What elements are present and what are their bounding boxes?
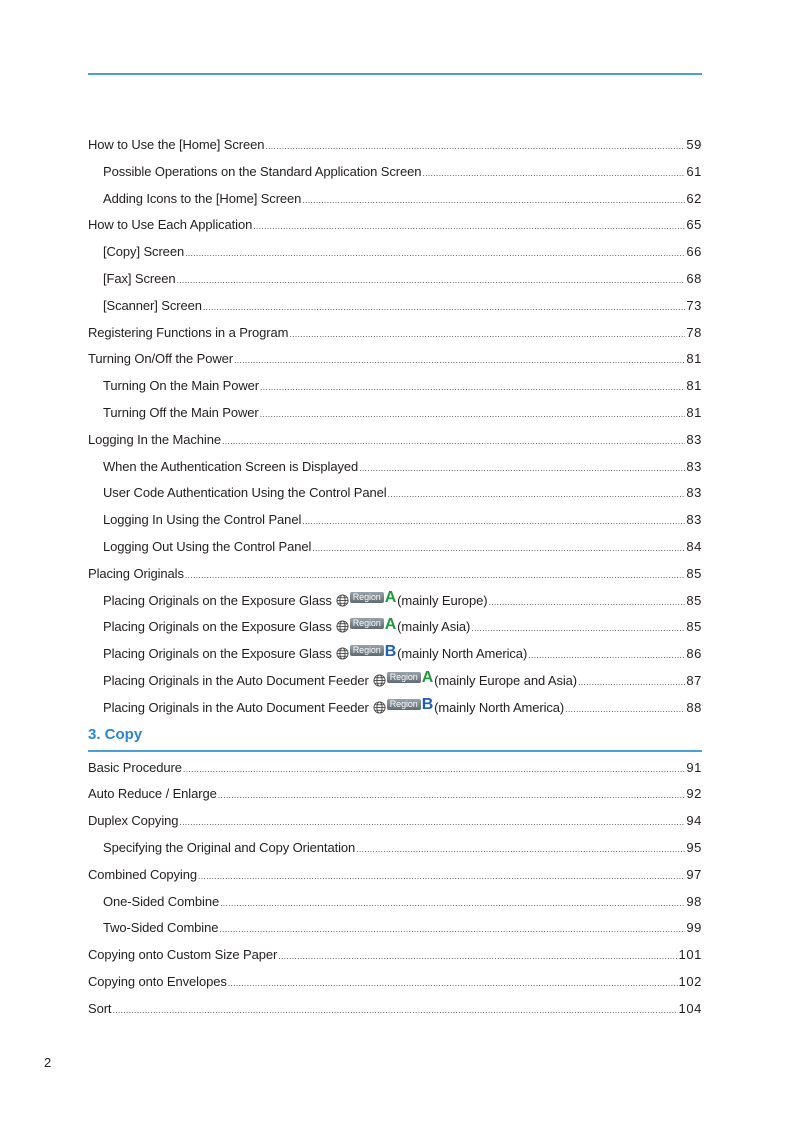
toc-entry-page: 91 [686, 759, 702, 775]
region-suffix: (mainly Europe) [397, 592, 488, 608]
region-badge [373, 670, 433, 686]
toc-entry-page: 86 [686, 646, 702, 662]
dot-leader [179, 809, 685, 836]
toc-entry-title [103, 159, 421, 186]
dot-leader [312, 535, 685, 562]
region-letter: A [421, 669, 434, 687]
toc-entry-title [103, 588, 487, 615]
toc-entry-title [103, 534, 311, 561]
toc-entry-title [88, 996, 111, 1023]
toc-entry-title-text: Basic Procedure [88, 759, 182, 775]
toc-entry-title-text: Placing Originals on the Exposure Glass [103, 619, 332, 635]
toc-entry-title [88, 862, 197, 889]
toc-entry-page: 87 [686, 672, 702, 688]
toc-entry[interactable] [88, 668, 702, 695]
dot-leader [289, 321, 685, 348]
region-badge [336, 644, 396, 660]
dot-leader [112, 997, 677, 1024]
page-number: 2 [44, 1055, 52, 1070]
dot-leader [203, 294, 685, 321]
dot-leader [185, 562, 685, 589]
toc-entry-title [88, 781, 217, 808]
table-of-contents [88, 132, 702, 1023]
toc-entry[interactable] [88, 186, 702, 213]
toc-entry[interactable] [88, 755, 702, 782]
dot-leader [471, 615, 685, 642]
toc-entry-title [88, 561, 184, 588]
toc-entry-title-text: [Scanner] Screen [103, 297, 202, 313]
toc-entry-title [88, 346, 233, 373]
toc-entry[interactable] [88, 132, 702, 159]
toc-entry-page: 66 [686, 244, 702, 260]
toc-entry[interactable] [88, 835, 702, 862]
toc-entry-page: 65 [686, 217, 702, 233]
toc-entry[interactable] [88, 212, 702, 239]
dot-leader [253, 213, 685, 240]
dot-leader [265, 133, 685, 160]
dot-leader [177, 267, 686, 294]
toc-entry-title [103, 889, 219, 916]
toc-entry[interactable] [88, 480, 702, 507]
dot-leader [422, 160, 685, 187]
toc-entry-title [103, 915, 218, 942]
toc-entry-title [103, 239, 184, 266]
dot-leader [234, 347, 685, 374]
toc-entry-page: 92 [686, 786, 702, 802]
region-badge [373, 697, 433, 713]
region-suffix: (mainly Asia) [397, 619, 471, 635]
toc-entry[interactable] [88, 808, 702, 835]
toc-entry-title [103, 186, 301, 213]
toc-entry-title [88, 969, 227, 996]
toc-entry-title-text: How to Use the [Home] Screen [88, 137, 265, 152]
toc-entry-page: 104 [678, 1000, 702, 1016]
toc-entry-title-text: Logging Out Using the Control Panel [103, 538, 312, 554]
region-suffix: (mainly North America) [397, 646, 528, 662]
toc-entry-title [88, 320, 288, 347]
toc-entry-title-text: Combined Copying [88, 866, 197, 882]
region-letter: A [384, 589, 397, 607]
toc-entry-page: 78 [686, 324, 702, 340]
toc-entry[interactable] [88, 862, 702, 889]
toc-entry-title [103, 641, 527, 668]
toc-entry[interactable] [88, 641, 702, 668]
toc-entry-title-text: Adding Icons to the [Home] Screen [103, 190, 302, 206]
toc-entry[interactable] [88, 239, 702, 266]
toc-entry[interactable] [88, 781, 702, 808]
toc-entry[interactable] [88, 889, 702, 916]
toc-entry-title-text: Copying onto Envelopes [88, 973, 227, 989]
toc-entry-title-text: Placing Originals on the Exposure Glass [103, 592, 332, 608]
toc-entry-title-text: User Code Authentication Using the Control Panel [103, 485, 387, 501]
dot-leader [302, 508, 685, 535]
toc-entry[interactable] [88, 588, 702, 615]
region-label: Region [350, 618, 384, 629]
toc-entry-title [103, 454, 358, 481]
region-letter: B [384, 642, 397, 660]
region-suffix: (mainly North America) [434, 699, 565, 715]
globe-icon [373, 701, 386, 714]
toc-entry-title-text: [Copy] Screen [103, 244, 185, 260]
toc-entry-title [88, 755, 182, 782]
toc-entry-title-text: Placing Originals in the Auto Document Feeder [103, 699, 369, 715]
toc-entry[interactable] [88, 507, 702, 534]
dot-leader [278, 943, 677, 970]
toc-entry-title-text: Two-Sided Combine [103, 920, 219, 936]
toc-entry-title [103, 480, 387, 507]
globe-icon [336, 620, 349, 633]
region-badge [336, 590, 396, 606]
toc-entry[interactable] [88, 969, 702, 996]
toc-entry[interactable] [88, 346, 702, 373]
toc-entry-title-text: [Fax] Screen [103, 270, 176, 286]
toc-entry-title-text: Specifying the Original and Copy Orientation [103, 839, 356, 855]
region-suffix: (mainly Europe and Asia) [434, 672, 577, 688]
region-label: Region [387, 699, 421, 710]
toc-entry[interactable] [88, 534, 702, 561]
toc-entry-title [88, 942, 277, 969]
toc-entry-page: 61 [686, 163, 702, 179]
toc-entry[interactable] [88, 614, 702, 641]
dot-leader [220, 890, 685, 917]
toc-entry-page: 97 [686, 866, 702, 882]
toc-entry-title [88, 212, 252, 239]
toc-entry-page: 68 [686, 270, 702, 286]
dot-leader [359, 455, 685, 482]
dot-leader [198, 863, 685, 890]
dot-leader [260, 374, 685, 401]
globe-icon [336, 594, 349, 607]
toc-entry[interactable] [88, 427, 702, 454]
toc-entry-title-text: Auto Reduce / Enlarge [88, 786, 217, 802]
toc-entry[interactable] [88, 695, 702, 722]
toc-entry-title-text: When the Authentication Screen is Displayed [103, 458, 359, 474]
dot-leader [578, 669, 685, 696]
toc-entry-title-text: Registering Functions in a Program [88, 324, 289, 340]
toc-entry[interactable] [88, 400, 702, 427]
toc-entry[interactable] [88, 942, 702, 969]
toc-entry-page: 59 [686, 137, 702, 152]
toc-entry-title-text: One-Sided Combine [103, 893, 220, 909]
toc-entry-page: 83 [686, 458, 702, 474]
dot-leader [388, 481, 686, 508]
toc-entry-page: 62 [686, 190, 702, 206]
toc-entry-title-text: Turning On/Off the Power [88, 351, 234, 367]
toc-entry[interactable] [88, 561, 702, 588]
toc-entry-page: 81 [686, 378, 702, 394]
region-letter: A [384, 615, 397, 633]
toc-entry-page: 94 [686, 813, 702, 829]
toc-entry[interactable] [88, 454, 702, 481]
toc-entry-page: 81 [686, 404, 702, 420]
toc-entry-title [103, 668, 577, 695]
header-rule [88, 73, 702, 75]
toc-entry-title-text: Sort [88, 1000, 112, 1016]
region-badge [336, 617, 396, 633]
toc-entry[interactable] [88, 159, 702, 186]
toc-entry-page: 85 [686, 592, 702, 608]
dot-leader [218, 782, 686, 809]
toc-entry-title [103, 400, 259, 427]
toc-entry-title [103, 614, 470, 641]
toc-entry-page: 88 [686, 699, 702, 715]
toc-entry-title-text: Logging In Using the Control Panel [103, 512, 302, 528]
dot-leader [565, 696, 685, 723]
toc-entry-title [103, 695, 564, 722]
chapter-heading[interactable]: 3. Copy [88, 722, 702, 752]
toc-section-a [88, 132, 702, 722]
globe-icon [336, 647, 349, 660]
toc-section-b [88, 755, 702, 1023]
toc-entry-title-text: Placing Originals [88, 565, 184, 581]
dot-leader [185, 240, 685, 267]
toc-entry-title [88, 427, 221, 454]
toc-entry-page: 81 [686, 351, 702, 367]
toc-entry-title [88, 132, 264, 159]
dot-leader [219, 916, 685, 943]
toc-entry[interactable] [88, 266, 702, 293]
toc-entry-page: 101 [678, 947, 702, 963]
toc-entry[interactable] [88, 915, 702, 942]
toc-entry-title-text: Duplex Copying [88, 813, 179, 829]
toc-entry-title [103, 835, 355, 862]
toc-entry-title-text: Turning Off the Main Power [103, 404, 259, 420]
toc-entry-page: 83 [686, 431, 702, 447]
toc-entry[interactable] [88, 996, 702, 1023]
dot-leader [222, 428, 685, 455]
toc-entry[interactable] [88, 320, 702, 347]
toc-entry-page: 102 [678, 973, 702, 989]
dot-leader [260, 401, 686, 428]
toc-entry-title-text: Copying onto Custom Size Paper [88, 947, 278, 963]
toc-entry-page: 85 [686, 619, 702, 635]
toc-entry-title [103, 293, 202, 320]
toc-entry-title [103, 507, 301, 534]
dot-leader [183, 756, 685, 783]
toc-entry-title-text: How to Use Each Application [88, 217, 253, 233]
region-label: Region [387, 672, 421, 683]
region-label: Region [350, 592, 384, 603]
dot-leader [356, 836, 685, 863]
toc-entry-page: 83 [686, 485, 702, 501]
dot-leader [488, 589, 685, 616]
globe-icon [373, 674, 386, 687]
toc-entry-title [88, 808, 178, 835]
toc-entry-page: 95 [686, 839, 702, 855]
toc-entry-title-text: Turning On the Main Power [103, 378, 259, 394]
toc-entry-title [103, 373, 259, 400]
region-label: Region [350, 645, 384, 656]
dot-leader [528, 642, 685, 669]
toc-entry-page: 84 [686, 538, 702, 554]
toc-entry[interactable] [88, 373, 702, 400]
toc-entry-title-text: Logging In the Machine [88, 431, 221, 447]
toc-entry[interactable] [88, 293, 702, 320]
toc-entry-page: 98 [686, 893, 702, 909]
dot-leader [228, 970, 678, 997]
toc-entry-page: 85 [686, 565, 702, 581]
toc-entry-page: 73 [686, 297, 702, 313]
toc-entry-title [103, 266, 176, 293]
toc-entry-title-text: Placing Originals in the Auto Document Feeder [103, 672, 369, 688]
dot-leader [302, 187, 685, 214]
region-letter: B [421, 696, 434, 714]
toc-entry-title-text: Possible Operations on the Standard Application Screen [103, 163, 422, 179]
toc-entry-page: 83 [686, 512, 702, 528]
toc-entry-page: 99 [686, 920, 702, 936]
toc-entry-title-text: Placing Originals on the Exposure Glass [103, 646, 332, 662]
